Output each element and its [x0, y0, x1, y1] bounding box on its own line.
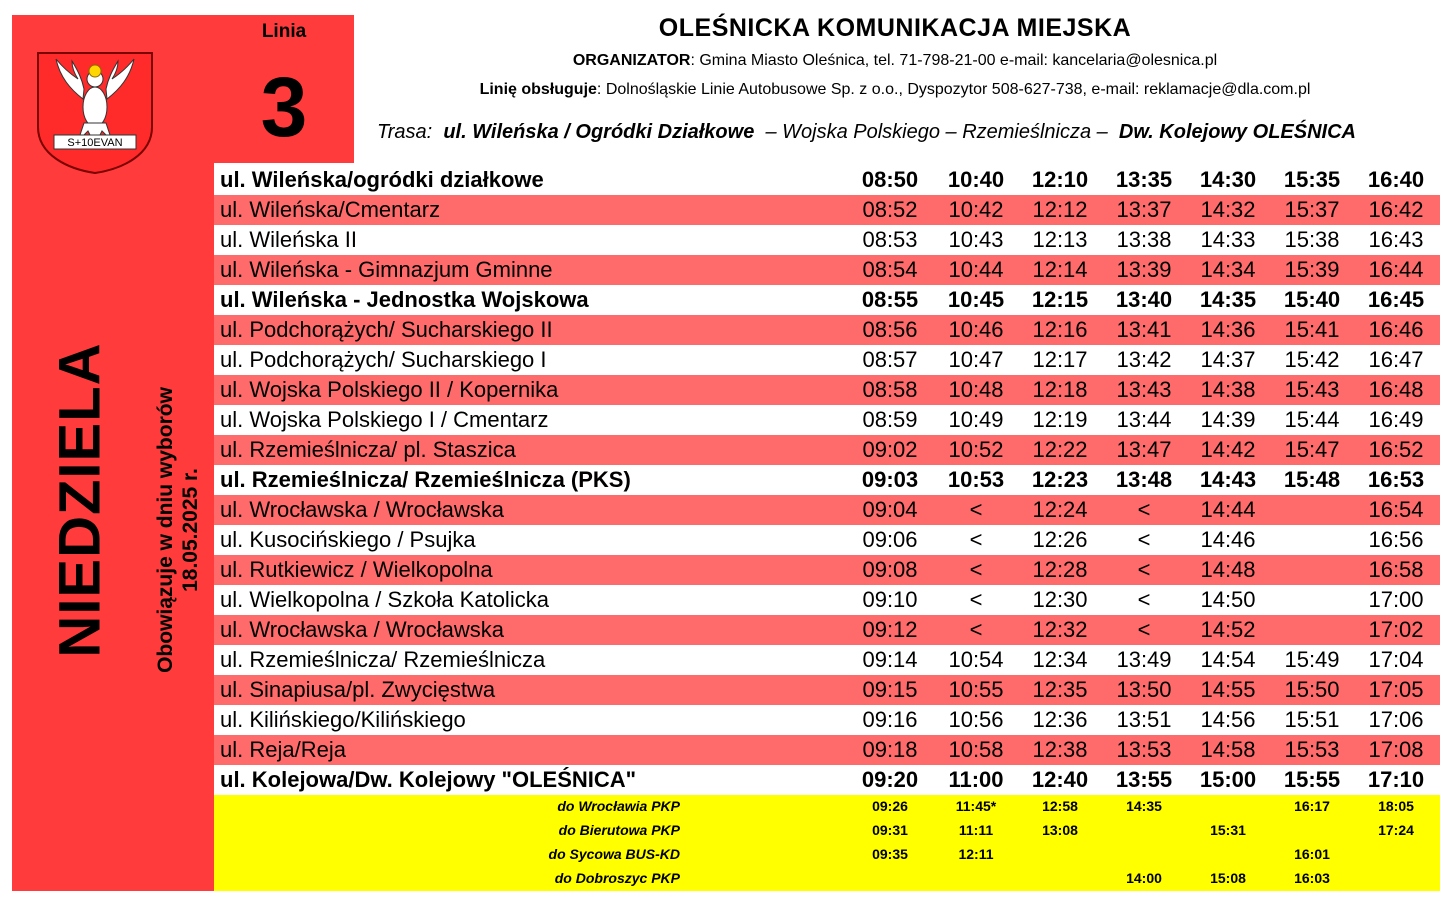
departure-time: 13:44 — [1116, 407, 1172, 432]
departure-time: 15:37 — [1284, 197, 1340, 222]
departure-time: 15:00 — [1199, 767, 1257, 792]
departure-time: 16:53 — [1367, 467, 1425, 492]
departure-time: 12:14 — [1032, 257, 1088, 282]
connection-time: 09:26 — [872, 798, 908, 814]
departure-time: 16:47 — [1368, 347, 1424, 372]
connection-row — [214, 868, 1440, 892]
coat-of-arms-icon — [34, 49, 156, 175]
connection-time: 16:17 — [1294, 798, 1330, 814]
departure-time: < — [969, 527, 983, 552]
departure-time: 10:45 — [947, 287, 1005, 312]
stop-name: ul. Wileńska - Gimnazjum Gminne — [220, 257, 553, 282]
table-row — [214, 765, 1440, 795]
connection-time: 18:05 — [1378, 798, 1414, 814]
table-row — [214, 405, 1440, 435]
departure-time: 08:58 — [862, 377, 918, 402]
departure-time: 13:37 — [1116, 197, 1172, 222]
departure-time: 14:39 — [1200, 407, 1256, 432]
departure-time: 09:20 — [861, 767, 919, 792]
departure-time: 15:50 — [1284, 677, 1340, 702]
departure-time: 10:53 — [947, 467, 1005, 492]
departure-time: 13:51 — [1116, 707, 1172, 732]
connection-time: 09:35 — [872, 846, 908, 862]
connection-destination: do Bierutowa PKP — [558, 822, 680, 838]
departure-time: 08:55 — [861, 287, 919, 312]
departure-time: 14:43 — [1199, 467, 1257, 492]
table-row — [214, 435, 1440, 465]
departure-time: 08:53 — [862, 227, 918, 252]
departure-time: 15:55 — [1283, 767, 1341, 792]
departure-time: 13:50 — [1116, 677, 1172, 702]
stop-name: ul. Sinapiusa/pl. Zwycięstwa — [220, 677, 496, 702]
departure-time: 10:42 — [948, 197, 1004, 222]
departure-time: 15:38 — [1284, 227, 1340, 252]
stop-name: ul. Podchorążych/ Sucharskiego I — [220, 347, 547, 372]
departure-time: 17:10 — [1367, 767, 1425, 792]
connection-time: 14:35 — [1126, 798, 1162, 814]
departure-time: 13:49 — [1116, 647, 1172, 672]
table-row — [214, 645, 1440, 675]
operator-text: : Dolnośląskie Linie Autobusowe Sp. z o.o., Dyspozytor 508-627-738, e-mail: reklamacje@dla.com.pl — [596, 81, 1311, 98]
departure-time: 14:30 — [1199, 167, 1257, 192]
departure-time: 16:45 — [1367, 287, 1425, 312]
departure-time: 15:41 — [1284, 317, 1340, 342]
departure-time: 13:55 — [1115, 767, 1173, 792]
connection-time: 15:08 — [1210, 870, 1246, 886]
connection-row — [214, 796, 1440, 820]
departure-time: 14:54 — [1200, 647, 1256, 672]
departure-time: 09:10 — [862, 587, 918, 612]
departure-time: 12:12 — [1032, 197, 1088, 222]
table-row — [214, 615, 1440, 645]
table-row — [214, 495, 1440, 525]
departure-time: 15:53 — [1284, 737, 1340, 762]
departure-time: 08:57 — [862, 347, 918, 372]
departure-time: 12:36 — [1032, 707, 1088, 732]
departure-time: 15:43 — [1284, 377, 1340, 402]
departure-time: 10:44 — [948, 257, 1004, 282]
departure-time: 12:32 — [1032, 617, 1088, 642]
table-row — [214, 585, 1440, 615]
departure-time: 08:50 — [861, 167, 919, 192]
page-title: OLEŚNICKA KOMUNIKACJA MIEJSKA — [658, 14, 1132, 42]
departure-time: 12:22 — [1032, 437, 1088, 462]
stop-name: ul. Wileńska/Cmentarz — [220, 197, 441, 222]
departure-time: 12:23 — [1031, 467, 1089, 492]
departure-time: 13:41 — [1116, 317, 1172, 342]
departure-time: 17:05 — [1368, 677, 1424, 702]
stop-name: ul. Kilińskiego/Kilińskiego — [220, 707, 466, 732]
departure-time: 15:39 — [1284, 257, 1340, 282]
departure-time: 14:56 — [1200, 707, 1256, 732]
connection-time: 16:03 — [1294, 870, 1330, 886]
stop-name: ul. Rzemieślnicza/ Rzemieślnicza (PKS) — [220, 467, 631, 492]
crest-banner: S+10EVAN — [67, 137, 123, 149]
departure-time: 16:49 — [1368, 407, 1424, 432]
connection-time: 11:45* — [955, 798, 997, 814]
table-row — [214, 465, 1440, 495]
departure-time: 10:55 — [948, 677, 1004, 702]
departure-time: 16:42 — [1368, 197, 1424, 222]
departure-time: 09:08 — [862, 557, 918, 582]
departure-time: 16:44 — [1368, 257, 1424, 282]
departure-time: 12:13 — [1032, 227, 1088, 252]
departure-time: 09:14 — [862, 647, 918, 672]
departure-time: 12:17 — [1032, 347, 1088, 372]
departure-time: 10:47 — [948, 347, 1004, 372]
table-row — [214, 345, 1440, 375]
departure-time: 16:58 — [1368, 557, 1424, 582]
departure-time: 13:38 — [1116, 227, 1172, 252]
departure-time: 14:32 — [1200, 197, 1256, 222]
departure-time: 09:12 — [862, 617, 918, 642]
operator-label: Linię obsługuje — [479, 81, 597, 98]
departure-time: 13:39 — [1116, 257, 1172, 282]
departure-time: 09:15 — [862, 677, 918, 702]
connections-panel — [214, 795, 1440, 891]
stop-name: ul. Wielkopolna / Szkoła Katolicka — [220, 587, 549, 612]
departure-time: 09:18 — [862, 737, 918, 762]
stop-name: ul. Wileńska/ogródki działkowe — [220, 167, 544, 192]
departure-time: < — [1137, 527, 1151, 552]
departure-time: < — [969, 557, 983, 582]
departure-time: 10:54 — [948, 647, 1004, 672]
departure-time: 09:03 — [861, 467, 919, 492]
departure-time: 13:42 — [1116, 347, 1172, 372]
departure-time: 15:49 — [1284, 647, 1340, 672]
day-label: NIEDZIELA — [47, 342, 113, 658]
stop-name: ul. Rutkiewicz / Wielkopolna — [220, 557, 493, 582]
connection-time: 17:24 — [1378, 822, 1414, 838]
departure-time: 16:56 — [1368, 527, 1424, 552]
departure-time: 13:48 — [1115, 467, 1173, 492]
departure-time: 15:47 — [1284, 437, 1340, 462]
connection-row — [214, 844, 1440, 868]
stop-name: ul. Wojska Polskiego II / Kopernika — [220, 377, 559, 402]
departure-time: 13:43 — [1116, 377, 1172, 402]
departure-time: 13:35 — [1115, 167, 1173, 192]
departure-time: 10:52 — [948, 437, 1004, 462]
validity-line-2: 18.05.2025 r. — [179, 468, 202, 592]
departure-time: 14:44 — [1200, 497, 1256, 522]
line-label: Linia — [261, 21, 307, 42]
table-row — [214, 675, 1440, 705]
departure-time: 10:49 — [948, 407, 1004, 432]
departure-time: 10:43 — [948, 227, 1004, 252]
table-row — [214, 525, 1440, 555]
departure-time: 12:10 — [1031, 167, 1089, 192]
departure-time: 17:00 — [1368, 587, 1424, 612]
departure-time: < — [1137, 497, 1151, 522]
departure-time: 17:02 — [1368, 617, 1424, 642]
departure-time: 10:48 — [948, 377, 1004, 402]
organizer-text: : Gmina Miasto Oleśnica, tel. 71-798-21-00 e-mail: kancelaria@olesnica.pl — [690, 52, 1218, 69]
departure-time: < — [1137, 617, 1151, 642]
connection-time: 14:00 — [1126, 870, 1162, 886]
departure-time: 14:50 — [1200, 587, 1256, 612]
table-row — [214, 225, 1440, 255]
connection-destination: do Wrocławia PKP — [557, 798, 680, 814]
stop-name: ul. Reja/Reja — [220, 737, 346, 762]
departure-time: 12:26 — [1032, 527, 1088, 552]
departure-time: 12:16 — [1032, 317, 1088, 342]
connection-time: 15:31 — [1210, 822, 1246, 838]
departure-time: 09:04 — [862, 497, 918, 522]
line-number-box — [214, 15, 354, 163]
departure-time: 12:30 — [1032, 587, 1088, 612]
departure-time: 12:18 — [1032, 377, 1088, 402]
stop-name: ul. Wojska Polskiego I / Cmentarz — [220, 407, 549, 432]
stop-name: ul. Rzemieślnicza/ Rzemieślnicza — [220, 647, 546, 672]
departure-time: 16:52 — [1368, 437, 1424, 462]
departure-time: 13:40 — [1115, 287, 1173, 312]
departure-time: 10:46 — [948, 317, 1004, 342]
departure-time: 12:15 — [1031, 287, 1089, 312]
departure-time: 11:00 — [948, 767, 1004, 792]
departure-time: 15:35 — [1283, 167, 1341, 192]
departure-time: 14:55 — [1200, 677, 1256, 702]
departure-time: 16:54 — [1368, 497, 1424, 522]
operator-line — [380, 81, 1410, 99]
table-row — [214, 285, 1440, 315]
connection-time: 12:11 — [958, 846, 994, 862]
departure-time: 14:36 — [1200, 317, 1256, 342]
departure-time: 15:51 — [1284, 707, 1340, 732]
departure-time: 08:56 — [862, 317, 918, 342]
stop-name: ul. Wrocławska / Wrocławska — [220, 617, 505, 642]
departure-time: < — [969, 587, 983, 612]
table-row — [214, 555, 1440, 585]
departure-time: 14:58 — [1200, 737, 1256, 762]
departure-time: 14:42 — [1200, 437, 1256, 462]
departure-time: 08:54 — [862, 257, 918, 282]
departure-time: 14:52 — [1200, 617, 1256, 642]
departure-time: 15:40 — [1283, 287, 1341, 312]
departure-time: 16:40 — [1367, 167, 1425, 192]
departure-time: 12:40 — [1031, 767, 1089, 792]
organizer-line — [380, 52, 1410, 70]
departure-time: 08:52 — [862, 197, 918, 222]
table-row — [214, 735, 1440, 765]
organizer-label: ORGANIZATOR — [572, 52, 691, 69]
departure-time: 12:38 — [1032, 737, 1088, 762]
validity-note — [153, 387, 203, 673]
departure-time: 16:43 — [1368, 227, 1424, 252]
departure-time: 14:33 — [1200, 227, 1256, 252]
table-row — [214, 375, 1440, 405]
departure-time: 14:35 — [1199, 287, 1257, 312]
connection-time: 11:11 — [958, 822, 994, 838]
departure-time: 13:53 — [1116, 737, 1172, 762]
line-number: 3 — [260, 60, 308, 154]
departure-time: < — [1137, 587, 1151, 612]
stop-name: ul. Wileńska - Jednostka Wojskowa — [220, 287, 589, 312]
departure-time: 17:06 — [1368, 707, 1424, 732]
table-row — [214, 195, 1440, 225]
stop-name: ul. Kusocińskiego / Psujka — [220, 527, 476, 552]
departure-time: 12:34 — [1032, 647, 1088, 672]
connection-time: 13:08 — [1042, 822, 1078, 838]
departure-time: 12:19 — [1032, 407, 1088, 432]
departure-time: 10:56 — [948, 707, 1004, 732]
departure-time: 13:47 — [1116, 437, 1172, 462]
stop-name: ul. Wrocławska / Wrocławska — [220, 497, 505, 522]
connection-row — [214, 820, 1440, 844]
departure-time: 09:16 — [862, 707, 918, 732]
connection-time: 12:58 — [1042, 798, 1078, 814]
route-middle: – Wojska Polskiego – Rzemieślnicza – — [754, 121, 1119, 143]
departure-time: 15:48 — [1283, 467, 1341, 492]
stop-name: ul. Podchorążych/ Sucharskiego II — [220, 317, 553, 342]
departure-time: 12:35 — [1032, 677, 1088, 702]
departure-time: 14:37 — [1200, 347, 1256, 372]
departure-time: 08:59 — [862, 407, 918, 432]
stop-name: ul. Kolejowa/Dw. Kolejowy "OLEŚNICA" — [220, 767, 637, 792]
table-row — [214, 165, 1440, 195]
departure-time: 10:40 — [947, 167, 1005, 192]
departure-time: 14:34 — [1200, 257, 1256, 282]
departure-time: 17:04 — [1368, 647, 1424, 672]
departure-time: 14:46 — [1200, 527, 1256, 552]
stop-name: ul. Rzemieślnicza/ pl. Staszica — [220, 437, 516, 462]
route-end: Dw. Kolejowy OLEŚNICA — [1118, 121, 1356, 143]
departure-time: 12:28 — [1032, 557, 1088, 582]
departure-time: 09:06 — [862, 527, 918, 552]
connection-time: 09:31 — [872, 822, 908, 838]
departure-time: 12:24 — [1032, 497, 1088, 522]
departure-time: 17:08 — [1368, 737, 1424, 762]
stop-name: ul. Wileńska II — [220, 227, 357, 252]
departure-time: 15:44 — [1284, 407, 1340, 432]
departure-time: < — [1137, 557, 1151, 582]
departure-time: 16:48 — [1368, 377, 1424, 402]
departure-time: 14:38 — [1200, 377, 1256, 402]
departure-time: 10:58 — [948, 737, 1004, 762]
departure-time: < — [969, 617, 983, 642]
table-row — [214, 315, 1440, 345]
departure-time: 15:42 — [1284, 347, 1340, 372]
departure-time: 09:02 — [862, 437, 918, 462]
route-prefix: Trasa: — [377, 121, 444, 143]
validity-line-1: Obowiązuje w dniu wyborów — [154, 387, 177, 673]
connection-destination: do Dobroszyc PKP — [554, 870, 680, 886]
connection-time: 16:01 — [1294, 846, 1330, 862]
departure-time: 16:46 — [1368, 317, 1424, 342]
departure-time: < — [969, 497, 983, 522]
table-row — [214, 255, 1440, 285]
route-line — [377, 121, 1427, 144]
route-start: ul. Wileńska / Ogródki Działkowe — [443, 121, 755, 143]
table-row — [214, 705, 1440, 735]
departure-time: 14:48 — [1200, 557, 1256, 582]
connection-destination: do Sycowa BUS-KD — [548, 846, 680, 862]
